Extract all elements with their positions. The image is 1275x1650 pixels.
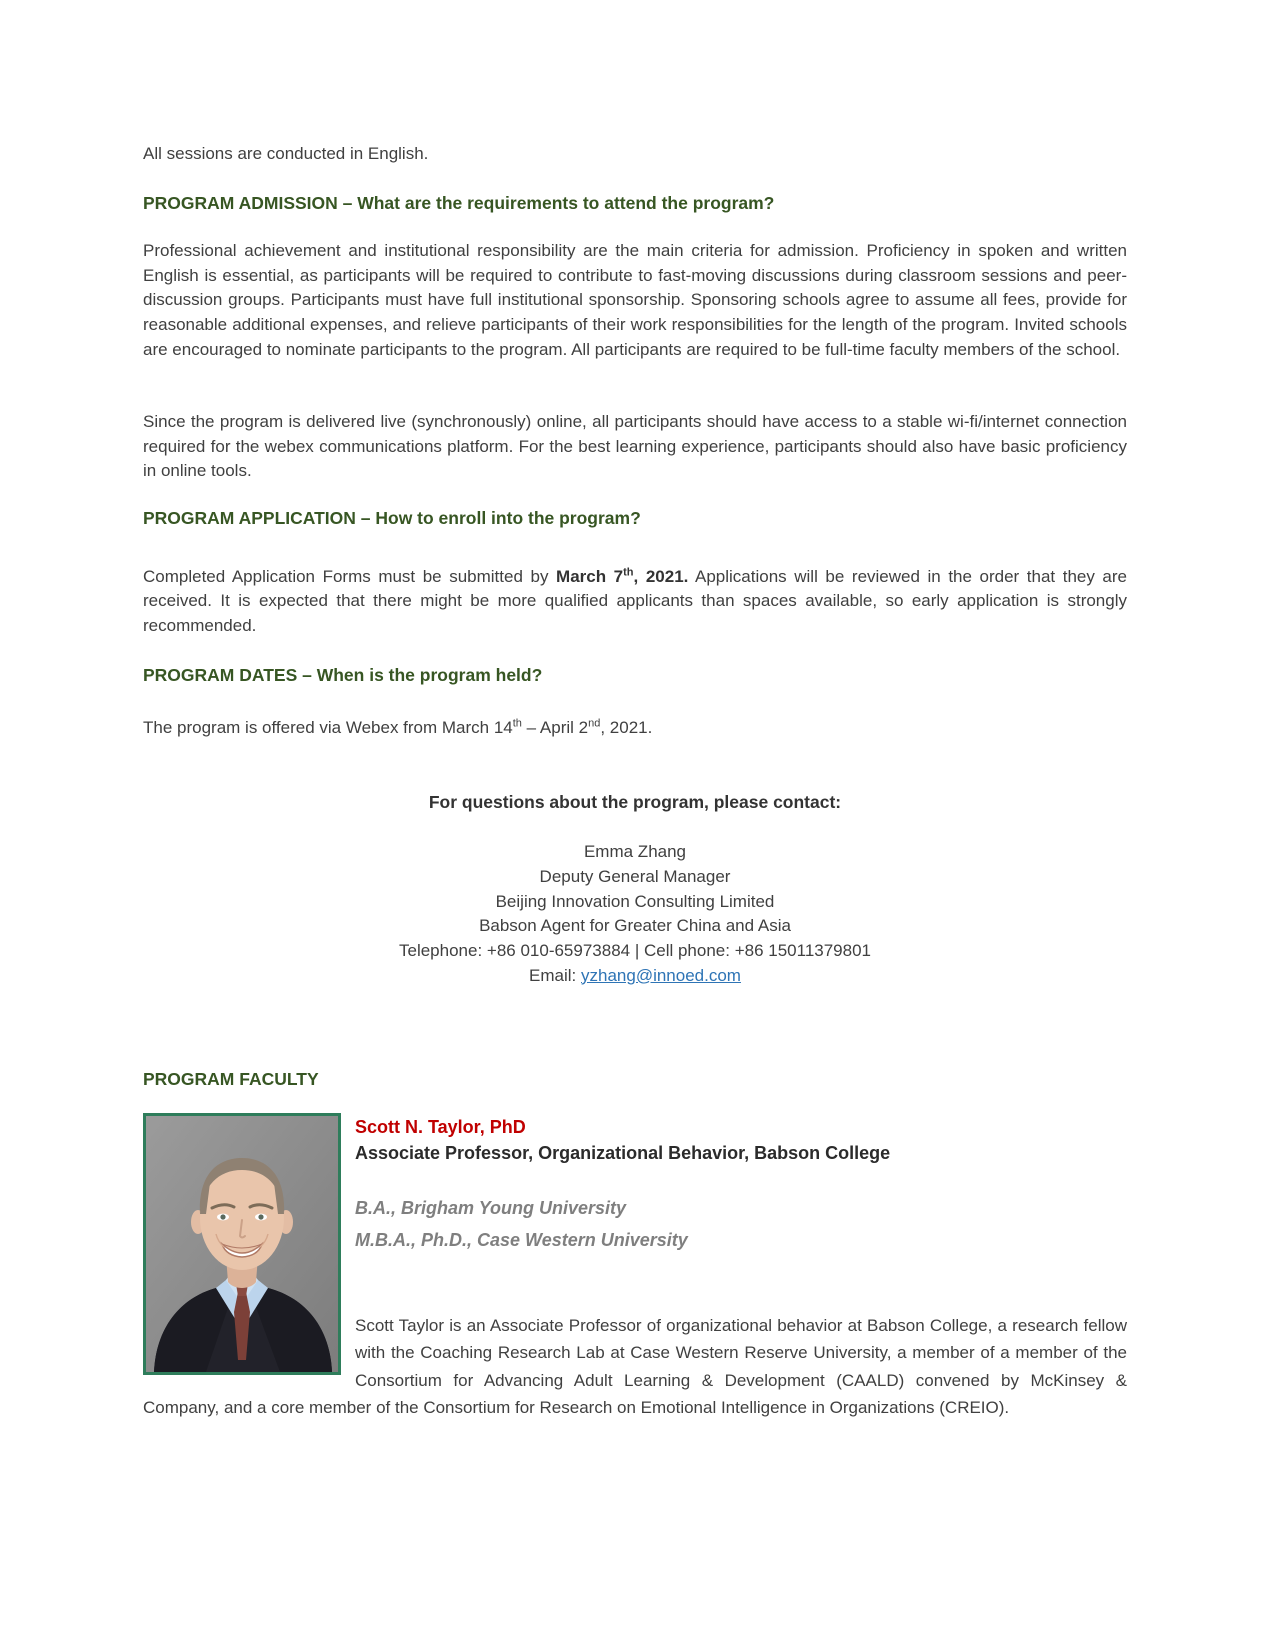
dates-text-after: , 2021. [600,717,653,737]
application-deadline [556,567,688,586]
faculty-title: Associate Professor, Organizational Behavior, Babson College [355,1142,891,1163]
intro-text: All sessions are conducted in English. [143,144,429,163]
faculty-heading: PROGRAM FACULTY [143,1069,319,1090]
contact-block [143,840,1127,988]
application-text-before: Completed Application Forms must be submitted by [143,566,557,586]
faculty-bio: Scott Taylor is an Associate Professor of organizational behavior at Babson College, a research fellow with the Coaching Research Lab at Case Western Reserve University, a member of a member of the Consortium for Advancing Adult Learning & Development (CAALD) convened by McKinsey & Company, and a core member of the Consortium for Research on Emotional Intelligence in Organizations (CREIO). [143,1315,1127,1418]
faculty-degree-2: M.B.A., Ph.D., Case Western University [355,1229,688,1250]
application-heading: PROGRAM APPLICATION – How to enroll into the program? [143,507,641,528]
faculty-name: Scott N. Taylor, PhD [355,1116,526,1137]
contact-email-line [143,964,1127,989]
faculty-degree-1: B.A., Brigham Young University [355,1197,627,1218]
contact-name: Emma Zhang [583,842,687,862]
admission-paragraph: Professional achievement and institutional responsibility are the main criteria for admission. Proficiency in spoken and written English is essential, as participants will be required to contribute to fast-moving discussions during classroom sessions and peer-discussion groups. Participants must have full institutional sponsorship. Sponsoring schools agree to assume all fees, provide for reasonable additional expenses, and relieve participants of their work responsibilities for the length of the program. Invited schools are encouraged to nominate participants to the program. All participants are required to be full-time faculty members of the school. [143,241,1127,359]
contact-title: Deputy General Manager [539,866,731,886]
faculty-photo [143,1113,341,1375]
admission-heading: PROGRAM ADMISSION – What are the requirements to attend the program? [143,192,775,213]
dates-paragraph [143,716,1127,741]
contact-phone-line: Telephone: +86 010-65973884 | Cell phone: +86 15011379801 [398,940,871,960]
deadline-ordinal: th [623,565,634,578]
faculty-section [143,1111,1127,1422]
online-paragraph: Since the program is delivered live (synchronously) online, all participants should have access to a stable wi-fi/internet connection required for the webex communications platform. For the best learning experience, participants should also have basic proficiency in online tools. [143,412,1127,481]
dates-text-before: The program is offered via Webex from March 14 [143,717,513,737]
contact-intro: For questions about the program, please contact: [428,791,842,812]
dates-ordinal-2: nd [588,717,601,730]
email-label: Email: [529,965,581,985]
contact-company: Beijing Innovation Consulting Limited [495,891,775,911]
deadline-year: , 2021. [633,566,689,586]
portrait-illustration [146,1116,338,1372]
application-paragraph [143,565,1127,639]
contact-role: Babson Agent for Greater China and Asia [479,916,791,936]
application-text-after: Applications will be reviewed in the order that they are received. It is expected that there might be more qualified applicants than spaces available, so early application is strongly recommended. [143,566,1127,635]
dates-text-mid: – April 2 [521,717,589,737]
deadline-date: March 7 [556,566,624,586]
dates-heading: PROGRAM DATES – When is the program held? [143,665,543,686]
dates-ordinal-1: th [512,717,522,730]
email-link[interactable]: yzhang@innoed.com [581,965,741,985]
